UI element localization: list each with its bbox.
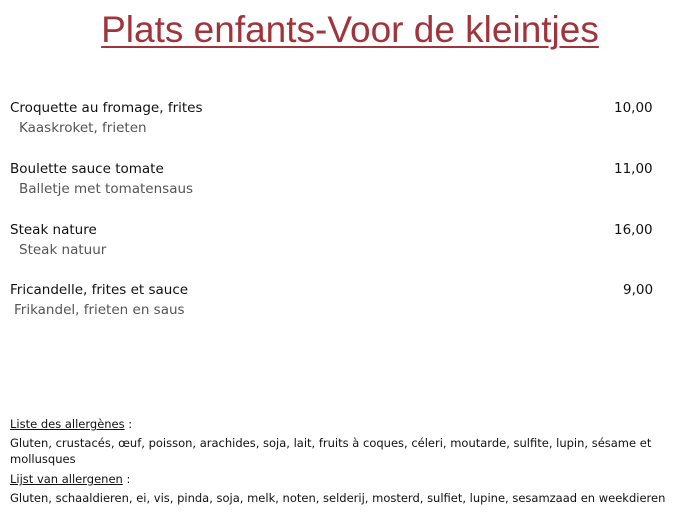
menu-item-translation: Frikandel, frieten en saus — [14, 302, 185, 318]
allergen-heading-nl-label: Lijst van allergenen — [10, 472, 123, 486]
allergen-heading-fr-label: Liste des allergènes — [10, 417, 125, 431]
allergen-heading-separator: : — [124, 417, 133, 431]
allergen-list-nl: Gluten, schaaldieren, ei, vis, pinda, soja, melk, noten, selderij, mosterd, sulfiet, lupine, sesamzaad en weekdieren — [10, 491, 666, 505]
menu-item-price: 10,00 — [614, 100, 653, 116]
menu-item-price: 9,00 — [623, 282, 654, 298]
allergen-heading-separator: : — [122, 472, 131, 486]
menu-item-price: 11,00 — [614, 161, 653, 177]
menu-item-name: Boulette sauce tomate — [10, 161, 164, 177]
menu-item-translation: Balletje met tomatensaus — [19, 181, 194, 197]
allergen-heading-nl — [10, 471, 130, 487]
allergen-heading-fr — [10, 416, 132, 432]
page-title: Plats enfants-Voor de kleintjes — [101, 9, 599, 50]
menu-item-price: 16,00 — [614, 222, 653, 238]
menu-item-name: Fricandelle, frites et sauce — [10, 282, 189, 298]
menu-item-name: Croquette au fromage, frites — [10, 100, 203, 116]
allergen-list-fr: Gluten, crustacés, œuf, poisson, arachides, soja, lait, fruits à coques, céleri, moutarde, sulfite, lupin, sésame et mollusques — [10, 436, 652, 466]
menu-item-translation: Steak natuur — [19, 242, 107, 258]
menu-item-translation: Kaaskroket, frieten — [19, 120, 147, 136]
menu-item-name: Steak nature — [10, 222, 97, 238]
